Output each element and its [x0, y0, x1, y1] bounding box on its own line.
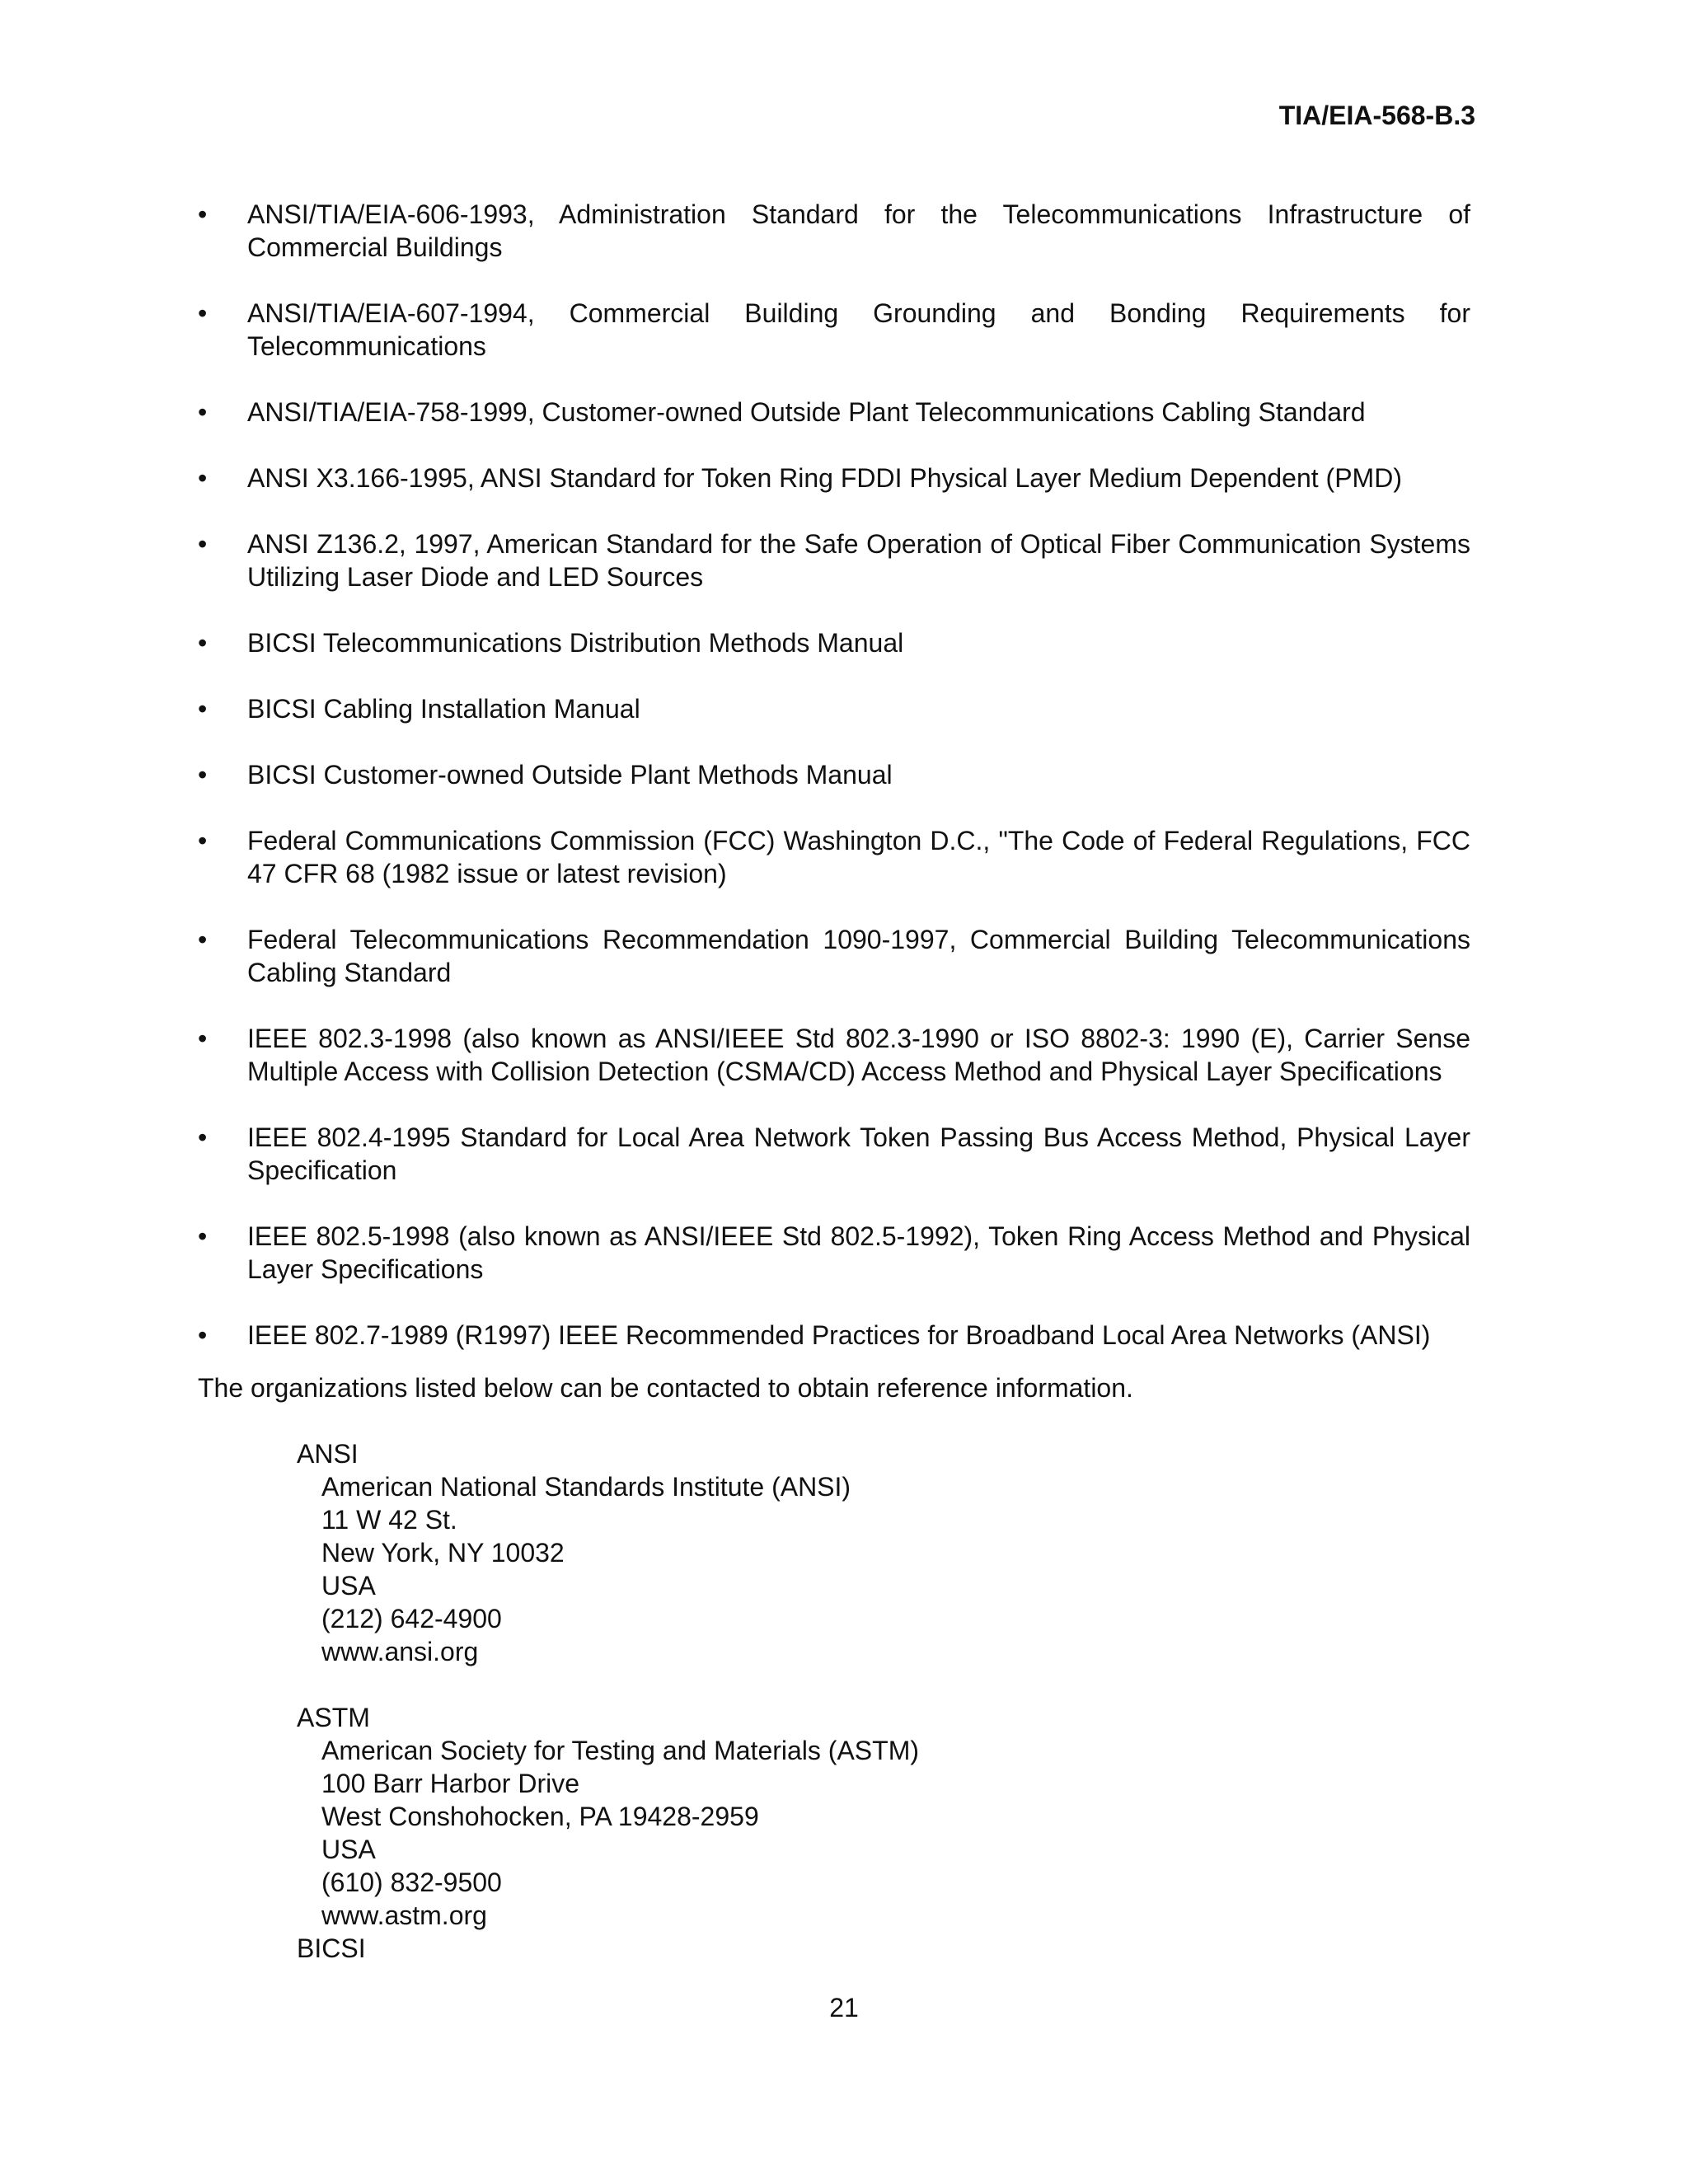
bullet-icon: • — [198, 463, 208, 493]
reference-text: IEEE 802.3-1998 (also known as ANSI/IEEE Std 802.3-1990 or ISO 8802-3: 1990 (E), Carrier Sense Multiple Access with Collision Detection (CSMA/CD) Access Method and Physical Layer Specifications — [247, 1024, 1470, 1086]
organization-city: West Conshohocken, PA 19428-2959 — [321, 1802, 759, 1831]
reference-text: ANSI Z136.2, 1997, American Standard for the Safe Operation of Optical Fiber Communication Systems Utilizing Laser Diode and LED Sources — [247, 529, 1470, 592]
organization-phone: (212) 642-4900 — [321, 1604, 502, 1633]
list-item — [198, 1121, 1470, 1187]
list-item — [198, 1022, 1470, 1088]
bullet-icon: • — [198, 529, 208, 559]
document-id-header: TIA/EIA-568-B.3 — [1278, 101, 1475, 130]
reference-list — [198, 198, 1470, 1385]
reference-text: IEEE 802.4-1995 Standard for Local Area Network Token Passing Bus Access Method, Physical Layer Specification — [247, 1122, 1470, 1185]
reference-text: BICSI Telecommunications Distribution Methods Manual — [247, 628, 904, 658]
organization-abbreviation: ASTM — [297, 1703, 370, 1732]
bullet-icon: • — [198, 694, 208, 724]
organization-city: New York, NY 10032 — [321, 1538, 565, 1568]
organization-phone: (610) 832-9500 — [321, 1868, 502, 1897]
organization-street: 11 W 42 St. — [321, 1505, 457, 1535]
list-item — [198, 527, 1470, 593]
bullet-icon: • — [198, 199, 208, 229]
reference-text: ANSI/TIA/EIA-607-1994, Commercial Building Grounding and Bonding Requirements for Telecommunications — [247, 298, 1470, 361]
organization-street: 100 Barr Harbor Drive — [321, 1769, 579, 1798]
bullet-icon: • — [198, 628, 208, 658]
list-item — [198, 1220, 1470, 1286]
bullet-icon: • — [198, 1221, 208, 1251]
organization-bicsi — [297, 1932, 1286, 1965]
reference-text: Federal Communications Commission (FCC) Washington D.C., "The Code of Federal Regulations, FCC 47 CFR 68 (1982 issue or latest revision) — [247, 826, 1470, 888]
list-item — [198, 923, 1470, 989]
organization-website: www.ansi.org — [321, 1637, 479, 1666]
list-item — [198, 396, 1470, 429]
organization-ansi — [297, 1437, 1286, 1668]
organization-name: American Society for Testing and Materials (ASTM) — [321, 1736, 919, 1765]
bullet-icon: • — [198, 298, 208, 328]
organization-website: www.astm.org — [321, 1900, 487, 1930]
list-item — [198, 198, 1470, 264]
list-item — [198, 297, 1470, 363]
organization-name: American National Standards Institute (ANSI) — [321, 1472, 851, 1502]
list-item — [198, 1319, 1470, 1352]
reference-text: ANSI/TIA/EIA-606-1993, Administration Standard for the Telecommunications Infrastructure of Commercial Buildings — [247, 199, 1470, 262]
list-item — [198, 462, 1470, 494]
bullet-icon: • — [198, 925, 208, 954]
list-item — [198, 692, 1470, 725]
reference-text: IEEE 802.5-1998 (also known as ANSI/IEEE Std 802.5-1992), Token Ring Access Method and Physical Layer Specifications — [247, 1221, 1470, 1284]
reference-text: IEEE 802.7-1989 (R1997) IEEE Recommended Practices for Broadband Local Area Networks (ANSI) — [247, 1320, 1431, 1350]
bullet-icon: • — [198, 397, 208, 427]
reference-text: ANSI/TIA/EIA-758-1999, Customer-owned Outside Plant Telecommunications Cabling Standard — [247, 397, 1366, 427]
organization-country: USA — [321, 1571, 376, 1601]
reference-text: BICSI Customer-owned Outside Plant Methods Manual — [247, 760, 893, 790]
bullet-icon: • — [198, 826, 208, 855]
page-number: 21 — [829, 1993, 859, 2022]
organization-astm — [297, 1701, 1286, 1932]
bullet-icon: • — [198, 760, 208, 790]
bullet-icon: • — [198, 1024, 208, 1053]
organization-list — [297, 1437, 1286, 1965]
organization-country: USA — [321, 1835, 376, 1864]
reference-text: Federal Telecommunications Recommendation 1090-1997, Commercial Building Telecommunications Cabling Standard — [247, 925, 1470, 987]
list-item — [198, 824, 1470, 890]
list-item — [198, 626, 1470, 659]
bullet-icon: • — [198, 1320, 208, 1350]
reference-text: ANSI X3.166-1995, ANSI Standard for Token Ring FDDI Physical Layer Medium Dependent (PMD) — [247, 463, 1402, 493]
reference-text: BICSI Cabling Installation Manual — [247, 694, 640, 724]
bullet-icon: • — [198, 1122, 208, 1152]
organization-abbreviation: ANSI — [297, 1439, 359, 1469]
organization-abbreviation: BICSI — [297, 1933, 366, 1963]
organizations-intro: The organizations listed below can be contacted to obtain reference information. — [198, 1373, 1133, 1403]
list-item — [198, 758, 1470, 791]
